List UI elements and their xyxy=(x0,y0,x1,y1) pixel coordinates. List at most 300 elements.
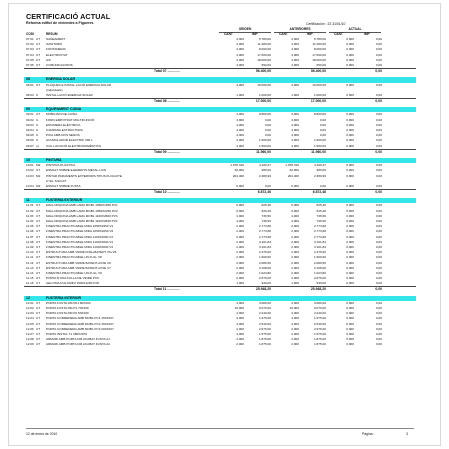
table-cell: SANEAMENT xyxy=(46,37,66,41)
section-total-row xyxy=(24,68,416,74)
table-cell: 0,000 xyxy=(346,112,354,117)
table-cell: 0,00 xyxy=(375,219,382,223)
table-cell: UT xyxy=(36,168,41,173)
table-cell: 0,00 xyxy=(375,244,382,249)
table-cell: 3.080,00 xyxy=(313,300,326,305)
table-cell: 1.575,00 xyxy=(313,331,326,336)
table-cell: 4,000 xyxy=(236,37,244,41)
table-cell: 0,000 xyxy=(346,208,354,213)
table-cell: 0,00 xyxy=(375,143,382,148)
table-cell: ESMALT SOBRE FUSTA xyxy=(46,183,81,188)
table-cell: UT xyxy=(36,244,41,249)
total-value: 17.000,00 xyxy=(255,99,271,104)
section-name: FUSTERIA EXTERIOR xyxy=(46,198,83,203)
table-cell: 0,000 xyxy=(346,281,354,286)
table-cell: 0,00 xyxy=(264,128,271,132)
table-cell: MOBILIARI DE CUINA xyxy=(46,112,78,117)
section-name: PINTURA xyxy=(46,157,62,162)
table-cell: 10.01 xyxy=(26,163,34,168)
table-cell: 08.01 xyxy=(26,82,34,87)
table-cell: 2,000 xyxy=(236,234,244,239)
table-cell: 2,000 xyxy=(291,239,299,244)
table-cell: 4,000 xyxy=(291,331,299,336)
table-cell: 8.800,00 xyxy=(313,112,326,117)
table-cell: 0,000 xyxy=(291,183,299,188)
table-cell: 4,000 xyxy=(236,316,244,321)
table-cell: 4,000 xyxy=(236,321,244,326)
section-total-row xyxy=(24,98,416,104)
table-cell: 1,000 xyxy=(236,281,244,286)
table-cell: 2,000 xyxy=(236,260,244,265)
table-cell: 0,000 xyxy=(346,168,354,173)
table-cell: 0,000 xyxy=(291,208,299,213)
table-cell: 736,50 xyxy=(261,219,271,223)
table-cell: 2,000 xyxy=(291,337,299,342)
table-cell: 0,000 xyxy=(346,138,354,143)
table-cell: 0,00 xyxy=(375,122,382,127)
table-cell: UT xyxy=(36,57,41,62)
table-cell: 2.773,68 xyxy=(258,229,271,234)
table-cell: UT xyxy=(36,311,41,316)
table-cell: PORTA D'UNA FULLA DE VIDRE PV0 xyxy=(46,276,99,281)
table-cell: 2,000 xyxy=(291,270,299,275)
table-cell: PICA AMB DOS SENOS xyxy=(46,133,80,138)
table-cell: 0,000 xyxy=(346,42,354,47)
table-cell: UT xyxy=(36,316,41,321)
table-cell: 0,00 xyxy=(375,239,382,244)
table-cell: 3.161,84 xyxy=(313,239,326,244)
table-cell: 11.11 xyxy=(26,255,34,260)
table-cell: 0,00 xyxy=(264,122,271,127)
table-cell: 0,00 xyxy=(375,213,382,218)
table-cell: 0,000 xyxy=(346,133,354,138)
col-resum: RESUM xyxy=(46,32,58,36)
table-cell: 2,000 xyxy=(291,244,299,249)
table-cell: 0,000 xyxy=(346,92,354,97)
table-cell: 0,00 xyxy=(375,265,382,270)
table-cell: 1.875,00 xyxy=(313,337,326,342)
col-origen-imp: IMP xyxy=(252,32,258,36)
table-cell: 2,000 xyxy=(291,265,299,270)
table-cell: 2.076,00 xyxy=(258,276,271,281)
table-cell: 2,000 xyxy=(291,326,299,331)
table-cell: 11.08 xyxy=(26,239,34,244)
table-cell: ENCIMERA ELÈCTRICA xyxy=(46,122,81,127)
section-total-row xyxy=(24,149,416,155)
table-cell: 09.05 xyxy=(26,133,34,138)
table-cell: 0,000 xyxy=(346,270,354,275)
table-cell: 0,000 xyxy=(346,255,354,260)
table-cell: 4,000 xyxy=(291,37,299,41)
table-cell: 1.600,00 xyxy=(258,138,271,143)
table-cell: 0,00 xyxy=(375,138,382,143)
table-cell: 2,000 xyxy=(236,255,244,260)
table-cell: U xyxy=(36,138,39,143)
table-cell: 0,00 xyxy=(375,37,382,41)
table-cell: UT xyxy=(36,306,41,310)
table-cell: 4,000 xyxy=(291,143,299,148)
col-ant-imp: IMP xyxy=(307,32,313,36)
table-cell: UT xyxy=(36,255,41,260)
table-cell: 2.476,60 xyxy=(258,250,271,255)
table-cell: 20,000 xyxy=(234,168,244,173)
table-cell: 4.160,47 xyxy=(313,163,326,168)
total-value: 56.400,00 xyxy=(310,69,326,74)
footer-rule xyxy=(26,428,414,429)
table-cell: 2,000 xyxy=(291,234,299,239)
table-cell: 2.773,68 xyxy=(258,234,271,239)
section-total-row xyxy=(24,189,416,195)
table-cell: ESMALT SOBRE ELEMENTS METAL.LICS xyxy=(46,168,106,173)
table-row xyxy=(24,342,416,347)
table-cell: 12.03 xyxy=(26,311,34,316)
table-cell: 2.773,68 xyxy=(313,229,326,234)
page-subtitle: Reforma edifici de viviendes a Figueres xyxy=(26,21,94,25)
table-cell: 4,000 xyxy=(236,62,244,67)
table-cell: 4,000 xyxy=(236,219,244,223)
table-cell: 2,000 xyxy=(291,276,299,281)
table-cell: ESTRUCTURA AMB VIDRE FIXE+BATENT V5+V6 xyxy=(46,250,117,255)
table-cell: FINESTRA PRACTICABLE MIDA 1050X2250 V2 xyxy=(46,229,114,234)
table-cell: 0,000 xyxy=(346,82,354,87)
table-cell: 09.07 xyxy=(26,143,34,148)
table-cell: 12.05 xyxy=(26,321,34,326)
table-cell: 1.078,310 xyxy=(285,163,299,168)
table-cell: 12.07 xyxy=(26,331,34,336)
table-cell: 0,00 xyxy=(375,133,382,138)
table-cell: COMUNICACIONS xyxy=(46,62,73,67)
table-cell: 0,00 xyxy=(375,163,382,168)
table-cell: 2.476,60 xyxy=(313,250,326,255)
table-cell: 2,000 xyxy=(291,224,299,229)
table-cell: 4,000 xyxy=(291,213,299,218)
table-cell: 4,000 xyxy=(291,42,299,47)
table-cell: 0,00 xyxy=(375,92,382,97)
table-cell: PORTA CORREDERA AMB MOBL PC2 160X207 xyxy=(46,321,114,326)
table-cell: 10.03 xyxy=(26,173,34,178)
table-cell: 0,00 xyxy=(319,128,326,132)
table-cell: 625,46 xyxy=(261,203,271,208)
table-cell: 0,000 xyxy=(346,229,354,234)
table-cell: 0,000 xyxy=(346,342,354,347)
table-cell: 4,000 xyxy=(291,316,299,321)
group-anteriores: ANTERIORES xyxy=(289,27,311,31)
table-cell: COL.LOCACIÓ ELECTRODOMÈSTICS xyxy=(46,143,102,148)
col-ant-cant: CANT xyxy=(279,32,288,36)
table-cell: 16,000 xyxy=(234,306,244,310)
table-cell: 0,00 xyxy=(375,316,382,321)
table-cell: 11.15 xyxy=(26,276,34,281)
table-cell: ARMARI AMB PORTA DM ACABAT FUSTA A1 xyxy=(46,337,111,342)
table-cell: UT xyxy=(36,47,41,52)
table-cell: 0,000 xyxy=(346,57,354,62)
table-cell: 0,00 xyxy=(375,183,382,188)
table-cell: 3.161,84 xyxy=(258,244,271,249)
total-value: 6.872,46 xyxy=(257,190,271,195)
section-code: 12 xyxy=(26,295,30,300)
table-cell: 0,000 xyxy=(346,213,354,218)
table-cell: UT xyxy=(36,342,41,347)
table-cell: PINTAR PARAMENTS EXTERIORS TIPUS FLOGUITE xyxy=(46,173,122,178)
table-cell: 1.000,00 xyxy=(313,92,326,97)
table-cell: PORTA FUSTA DM P2 60X200 xyxy=(46,311,89,316)
table-cell: 0,000 xyxy=(346,331,354,336)
table-cell: FONTANERIA xyxy=(46,47,66,52)
total-value: 25.948,20 xyxy=(310,287,326,292)
table-cell: 930,00 xyxy=(261,281,271,286)
table-cell: 0,00 xyxy=(375,117,382,122)
total-label: Total 08 ............. xyxy=(154,99,180,104)
table-cell: 4,000 xyxy=(236,52,244,57)
table-cell: 0,000 xyxy=(346,321,354,326)
table-cell: 11.16 xyxy=(26,281,34,286)
table-cell: 0,00 xyxy=(375,337,382,342)
table-cell: 2,000 xyxy=(236,276,244,281)
table-cell: 0,000 xyxy=(346,219,354,223)
table-cell: 2.540,00 xyxy=(313,321,326,326)
table-cell: 0,00 xyxy=(264,133,271,138)
table-cell: 204,400 xyxy=(287,173,299,178)
total-value: 25.948,20 xyxy=(255,287,271,292)
table-cell: 4,000 xyxy=(291,117,299,122)
table-cell: CAMPANA EXTRACTORA xyxy=(46,128,83,132)
table-cell: UT xyxy=(36,337,41,342)
table-cell: UT xyxy=(36,331,41,336)
table-cell: M2 xyxy=(36,173,41,178)
table-cell: 2,000 xyxy=(236,270,244,275)
table-cell: 0,000 xyxy=(346,122,354,127)
table-cell: ut xyxy=(36,143,39,148)
table-cell: 0,000 xyxy=(346,250,354,255)
table-cell: 09.04 xyxy=(26,128,34,132)
table-cell: 4,000 xyxy=(236,128,244,132)
table-cell: 4,000 xyxy=(236,122,244,127)
table-cell: 204,400 xyxy=(232,173,244,178)
total-value: 0,00 xyxy=(375,99,382,104)
table-cell: 2.976,00 xyxy=(313,326,326,331)
table-cell: ESTRUCTURA AMB VIDRE BATENT+FIXE V7 xyxy=(46,265,111,270)
table-cell: 0,000 xyxy=(346,47,354,52)
table-cell: 0,00 xyxy=(375,321,382,326)
total-value: 0,00 xyxy=(375,149,382,154)
table-cell: 0,00 xyxy=(375,82,382,87)
table-cell: 0,000 xyxy=(346,173,354,178)
table-cell: 0,000 xyxy=(346,128,354,132)
table-cell: 16.000,00 xyxy=(257,82,271,87)
footer-page-label: Página : xyxy=(362,432,375,436)
section-code: 08 xyxy=(26,77,30,82)
table-cell: 0,00 xyxy=(375,112,382,117)
table-cell: 11.14 xyxy=(26,270,34,275)
table-cell: 2,000 xyxy=(236,239,244,244)
table-cell: 0,00 xyxy=(375,260,382,265)
table-cell: 4,000 xyxy=(291,300,299,305)
table-cell: 9.070,00 xyxy=(258,306,271,310)
table-cell: PORTA FUSTA DM PA1 80X200 xyxy=(46,300,91,305)
table-cell: 1.560,00 xyxy=(313,143,326,148)
table-cell: 4,000 xyxy=(236,138,244,143)
group-origen: ORIGEN xyxy=(238,27,252,31)
table-cell: 2.976,00 xyxy=(258,326,271,331)
table-cell: 4.160,47 xyxy=(258,163,271,168)
table-cell: 11.05 xyxy=(26,224,34,229)
table-cell: 1.575,00 xyxy=(258,331,271,336)
table-cell: 4,000 xyxy=(291,112,299,117)
table-cell: 11.02 xyxy=(26,208,34,213)
table-cell: UT xyxy=(36,270,41,275)
table-cell: 0,000 xyxy=(346,143,354,148)
section-total-row xyxy=(24,286,416,292)
table-cell: 1.000,00 xyxy=(258,92,271,97)
table-cell: 0,000 xyxy=(346,316,354,321)
table-cell: 0,00 xyxy=(319,183,326,188)
table-cell: 17.000,00 xyxy=(312,52,326,57)
table-cell: FINESTRA PRACTICABLE MIDA 1100X2840 V4 xyxy=(46,244,114,249)
section-code: 10 xyxy=(26,157,30,162)
table-cell: 736,50 xyxy=(261,213,271,218)
table-cell: 07.04 xyxy=(26,52,34,57)
table-cell: 4,000 xyxy=(236,133,244,138)
table-cell: GELOSIA D'ALUMINI 1500X1200 FV8 xyxy=(46,281,99,286)
table-cell: 1.975,00 xyxy=(313,316,326,321)
table-cell: U xyxy=(36,128,39,132)
table-cell: 0,00 xyxy=(375,57,382,62)
table-cell: 2.086,50 xyxy=(313,260,326,265)
table-cell: 18.000,00 xyxy=(312,57,326,62)
table-cell: PORTA CORREDERA AMB MOBL PC1 150X207 xyxy=(46,316,114,321)
table-cell: 11.10 xyxy=(26,250,34,255)
table-cell: 11.01 xyxy=(26,203,34,208)
table-cell: U xyxy=(36,117,39,122)
table-cell: 0,00 xyxy=(375,203,382,208)
table-cell: 3.161,84 xyxy=(258,239,271,244)
table-cell: 3.161,84 xyxy=(313,244,326,249)
table-cell: 2,000 xyxy=(236,342,244,347)
table-cell: 12.02 xyxy=(26,306,34,310)
table-cell: M2 xyxy=(36,183,41,188)
table-cell: 0,00 xyxy=(375,342,382,347)
table-cell: 1,000 xyxy=(291,92,299,97)
table-cell: 0,00 xyxy=(375,224,382,229)
table-cell: 0,00 xyxy=(375,255,382,260)
table-cell: 736,50 xyxy=(316,213,326,218)
table-cell: MALLORQUINA AMB LAMA MOBL 1100X2600 PV3 xyxy=(46,213,118,218)
table-cell: 11.280,00 xyxy=(312,42,326,47)
table-cell: 2,000 xyxy=(291,229,299,234)
footer-page-number: 3 xyxy=(406,432,408,436)
total-label: Total 09 ............. xyxy=(154,149,180,154)
table-cell: 930,00 xyxy=(316,281,326,286)
table-cell: UT xyxy=(36,300,41,305)
table-cell: 0,00 xyxy=(375,208,382,213)
table-cell: 0,000 xyxy=(346,260,354,265)
table-cell: 2.380,99 xyxy=(313,173,326,178)
table-cell: 0,000 xyxy=(291,203,299,208)
group-actual: ACTUAL xyxy=(348,27,362,31)
table-cell: UT xyxy=(36,112,41,117)
table-cell: 280,00 xyxy=(261,168,271,173)
table-cell: 0,00 xyxy=(375,234,382,239)
table-cell: 2,000 xyxy=(236,224,244,229)
table-cell: 11.12 xyxy=(26,260,34,265)
table-cell: 0,000 xyxy=(346,224,354,229)
table-cell: ARMARI AMB PORTA DM ACABAT FUSTA A2 xyxy=(46,342,111,347)
table-cell: 12.06 xyxy=(26,326,34,331)
table-cell: 2.240,00 xyxy=(258,311,271,316)
table-cell: 16.000,00 xyxy=(312,82,326,87)
table-cell: 12.04 xyxy=(26,316,34,321)
table-cell: INSTAL.LACIÓ ENERGIA SOLAR xyxy=(46,92,93,97)
table-cell: 0,000 xyxy=(346,183,354,188)
table-cell: 07.03 xyxy=(26,47,34,52)
table-cell: 0,000 xyxy=(346,326,354,331)
table-cell: 1.078,310 xyxy=(230,163,244,168)
table-cell: 8.000,00 xyxy=(258,47,271,52)
table-cell: (individuals) xyxy=(46,87,63,92)
table-cell: PORTA FUSTA DM P1 70X200 xyxy=(46,306,89,310)
table-cell: 2.086,50 xyxy=(258,260,271,265)
table-cell: FINESTRA PRACTICABLE UN FULL V8 xyxy=(46,255,102,260)
table-cell: UT xyxy=(36,82,41,87)
table-cell: PORTA INSTAL.T1 350X2070 xyxy=(46,331,88,336)
total-value: 0,00 xyxy=(375,69,382,74)
total-value: 0,00 xyxy=(375,190,382,195)
table-cell: 2,000 xyxy=(236,250,244,255)
table-cell: 2,000 xyxy=(236,229,244,234)
table-cell: 0,000 xyxy=(236,203,244,208)
table-cell: 2.240,00 xyxy=(313,311,326,316)
table-cell: UT xyxy=(36,203,41,208)
table-cell: 0,00 xyxy=(375,168,382,173)
table-cell: 0,000 xyxy=(346,244,354,249)
table-cell: FINESTRA PRACTICABLE MIDA 1100X2840 V4 xyxy=(46,239,114,244)
table-cell: 12.01 xyxy=(26,300,34,305)
section-code: 09 xyxy=(26,107,30,112)
table-cell: 1.609,60 xyxy=(258,255,271,260)
table-cell: 2.773,68 xyxy=(313,224,326,229)
table-cell: UT xyxy=(36,52,41,57)
table-cell: 4,000 xyxy=(236,57,244,62)
table-cell: 4,000 xyxy=(291,128,299,132)
table-cell: 4,000 xyxy=(291,122,299,127)
table-cell: 1,000 xyxy=(291,281,299,286)
table-cell: PINTURA PLÀSTICA xyxy=(46,163,76,168)
table-cell: 2.773,68 xyxy=(313,234,326,239)
table-cell: 0,00 xyxy=(375,281,382,286)
table-cell: 4,000 xyxy=(236,47,244,52)
table-cell: UT xyxy=(36,260,41,265)
table-cell: 09.02 xyxy=(26,117,34,122)
table-cell: 4,000 xyxy=(291,219,299,223)
table-cell: M2 xyxy=(36,163,41,168)
table-cell: 4,000 xyxy=(236,42,244,47)
footer-date: 12 de enero de 2010 xyxy=(26,432,58,436)
table-cell: 4,000 xyxy=(291,62,299,67)
table-cell: 07.05 xyxy=(26,57,34,62)
table-cell: 0,000 xyxy=(346,203,354,208)
table-cell: UT xyxy=(36,229,41,234)
table-cell: 0,000 xyxy=(346,337,354,342)
table-cell: SANITARIS xyxy=(46,42,63,47)
page-title: CERTIFICACIÓ ACTUAL xyxy=(26,12,111,21)
table-cell: 1.875,00 xyxy=(313,342,326,347)
table-cell: 0,000 xyxy=(346,37,354,41)
table-cell: PORTA CORREDERA AMB MOBL PC3 200X207 xyxy=(46,326,114,331)
table-cell: 0,00 xyxy=(375,326,382,331)
table-cell: 1.560,00 xyxy=(258,143,271,148)
table-cell: UT xyxy=(36,281,41,286)
table-cell: 0,00 xyxy=(264,117,271,122)
